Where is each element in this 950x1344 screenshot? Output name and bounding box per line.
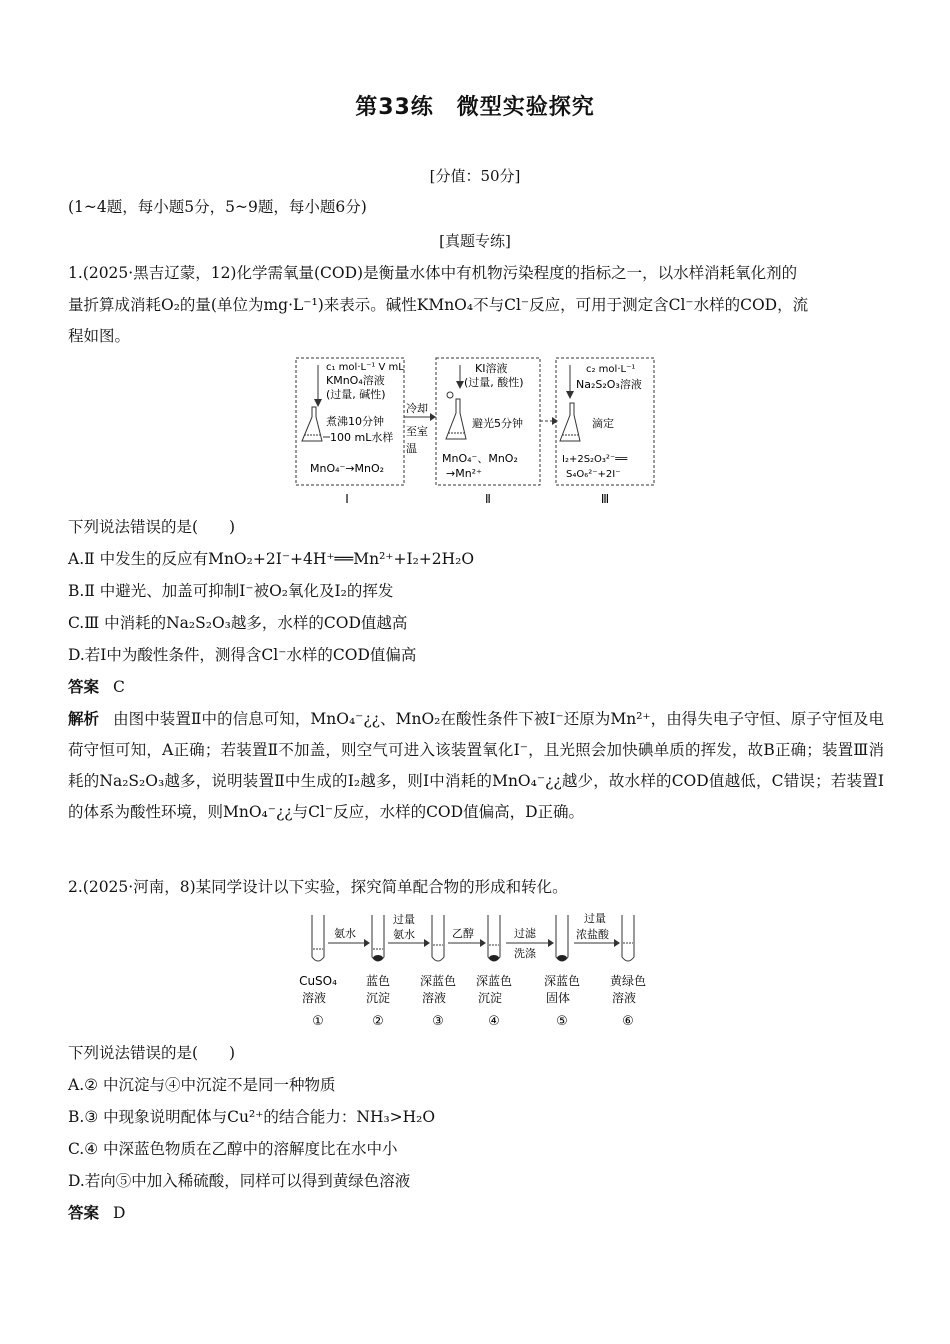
q1-flow-diagram (290, 355, 660, 510)
arrow-1-icon (328, 939, 370, 947)
box2-line2: (过量, 酸性) (464, 376, 524, 389)
arrow1-reagent: 氨水 (334, 927, 356, 940)
box1-line2: KMnO₄溶液 (326, 374, 385, 387)
arrow5-reagent-line1: 过量 (584, 912, 606, 925)
box3-line3: 滴定 (592, 417, 614, 430)
q2-answer-label: 答案 (68, 1204, 100, 1222)
q1-option-d: D.若Ⅰ中为酸性条件，测得含Cl⁻水样的COD值偏高 (68, 646, 417, 664)
q1-answer-value: C (113, 678, 125, 696)
test-tube-4-icon (488, 915, 500, 961)
box3-line4: I₂+2S₂O₃²⁻══ (562, 454, 628, 465)
q1-question: 下列说法错误的是( ) (68, 518, 236, 536)
q1-answer-label: 答案 (68, 678, 100, 696)
test-tube-5-icon (556, 915, 568, 961)
tube1-number: ① (312, 1014, 324, 1029)
arrow-3-icon (448, 939, 486, 947)
box3-line1: c₂ mol·L⁻¹ (586, 364, 636, 375)
box2-line1: KI溶液 (475, 362, 508, 375)
arrow2-reagent-line2: 氨水 (393, 928, 415, 941)
arrow-4-icon (506, 939, 554, 947)
tube3-label-line1: 深蓝色 (419, 974, 457, 988)
arrow5-reagent-line2: 浓盐酸 (576, 928, 609, 941)
box3-line5: S₄O₆²⁻+2I⁻ (566, 469, 621, 480)
q2-option-c: C.④ 中深蓝色物质在乙醇中的溶解度比在水中小 (68, 1140, 398, 1158)
tube3-number: ③ (432, 1014, 444, 1029)
tube4-number: ④ (488, 1014, 500, 1029)
q2-option-b: B.③ 中现象说明配体与Cu²⁺的结合能力：NH₃>H₂O (68, 1108, 436, 1126)
box3-line2: Na₂S₂O₃溶液 (576, 378, 642, 391)
tube2-label-line2: 沉淀 (365, 991, 391, 1005)
tube2-number: ② (372, 1014, 384, 1029)
tube6-label-line2: 溶液 (611, 991, 637, 1005)
box3-label: Ⅲ (600, 492, 610, 506)
box1-line6: MnO₄⁻→MnO₂ (310, 462, 385, 475)
box2-line5: →Mn²⁺ (446, 467, 482, 480)
page-title: 第33练 微型实验探究 (355, 95, 595, 120)
q1-analysis (68, 704, 884, 828)
arrow1-line2: 至室 (406, 425, 428, 438)
arrow4-reagent-line2: 洗涤 (514, 947, 536, 960)
section-heading: [真题专练] (439, 232, 511, 250)
arrow1-line3: 温 (406, 442, 417, 455)
q1-answer (68, 676, 888, 698)
tube5-label-line1: 深蓝色 (543, 974, 581, 988)
arrow4-reagent-line1: 过滤 (514, 927, 536, 940)
tube6-number: ⑥ (622, 1014, 634, 1029)
arrow2-reagent-line1: 过量 (393, 913, 415, 926)
box1-line1: c₁ mol·L⁻¹ V mL (326, 362, 404, 373)
q2-answer (68, 1202, 888, 1224)
q2-option-d: D.若向⑤中加入稀硫酸，同样可以得到黄绿色溶液 (68, 1172, 411, 1190)
tube1-label-line1: CuSO₄ (299, 974, 337, 988)
q1-analysis-text: 由图中装置Ⅱ中的信息可知，MnO₄⁻¿¿、MnO₂在酸性条件下被I⁻还原为Mn²⁺，由得失电子守恒、原子守恒及电荷守恒可知，A正确；若装置Ⅱ不加盖，则空气可进入该装置氧化I⁻，且光照会加快碘单质的挥发，故B正确；装置Ⅲ消耗的Na₂S₂O₃越多，说明装置Ⅱ中生成的I₂越多，则Ⅰ中消耗的MnO₄⁻¿¿越少，故水样的COD值越低，C错误；若装置Ⅰ的体系为酸性环境，则MnO₄⁻¿¿与Cl⁻反应，水样的COD值偏高，D正确。 (68, 710, 884, 821)
q2-flow-diagram (290, 905, 660, 1035)
score-label: [分值：50分] (429, 167, 521, 185)
box1-label: Ⅰ (345, 492, 349, 506)
tube5-label-line2: 固体 (545, 991, 571, 1005)
q1-stem-line1: 1.(2025·黑吉辽蒙，12)化学需氧量(COD)是衡量水体中有机物污染程度的指标之一，以水样消耗氧化剂的 (68, 264, 798, 282)
scoring-note: (1~4题，每小题5分，5~9题，每小题6分) (68, 198, 367, 216)
test-tube-6-icon (622, 915, 634, 961)
tube3-label-line2: 溶液 (421, 991, 447, 1005)
tube4-label-line2: 沉淀 (477, 991, 503, 1005)
arrow3-reagent: 乙醇 (452, 927, 474, 940)
q2-answer-value: D (113, 1204, 126, 1222)
tube5-number: ⑤ (556, 1014, 568, 1029)
flask-icon (302, 407, 322, 441)
tube6-label-line1: 黄绿色 (609, 974, 647, 988)
q1-stem-line2: 量折算成消耗O₂的量(单位为mg·L⁻¹)来表示。碱性KMnO₄不与Cl⁻反应，可用于测定含Cl⁻水样的COD，流 (68, 296, 809, 314)
tube4-label-line1: 深蓝色 (475, 974, 513, 988)
test-tube-2-icon (372, 915, 384, 961)
q1-stem-line3: 程如图。 (68, 327, 131, 345)
q1-option-c: C.Ⅲ 中消耗的Na₂S₂O₃越多，水样的COD值越高 (68, 614, 408, 632)
q2-stem: 2.(2025·河南，8)某同学设计以下实验，探究简单配合物的形成和转化。 (68, 878, 568, 896)
q2-option-a: A.② 中沉淀与④中沉淀不是同一种物质 (68, 1076, 336, 1094)
q1-analysis-label: 解析 (68, 710, 100, 728)
q2-question: 下列说法错误的是( ) (68, 1044, 236, 1062)
test-tube-3-icon (432, 915, 444, 961)
test-tube-1-icon (312, 915, 324, 961)
q1-option-b: B.Ⅱ 中避光、加盖可抑制I⁻被O₂氧化及I₂的挥发 (68, 582, 394, 600)
arrow1-line1: 冷却 (406, 402, 428, 415)
box1-line4: 煮沸10分钟 (326, 415, 384, 428)
tube1-label-line2: 溶液 (301, 991, 327, 1005)
box2-label: Ⅱ (485, 492, 491, 506)
box1-line5: 100 mL水样 (330, 431, 394, 444)
box2-line3: 避光5分钟 (472, 417, 523, 430)
box1-line3: (过量, 碱性) (326, 388, 386, 401)
q1-option-a: A.Ⅱ 中发生的反应有MnO₂+2I⁻+4H⁺══Mn²⁺+I₂+2H₂O (68, 550, 475, 568)
tube2-label-line1: 蓝色 (365, 974, 391, 988)
box2-line4: MnO₄⁻、MnO₂ (442, 452, 518, 465)
